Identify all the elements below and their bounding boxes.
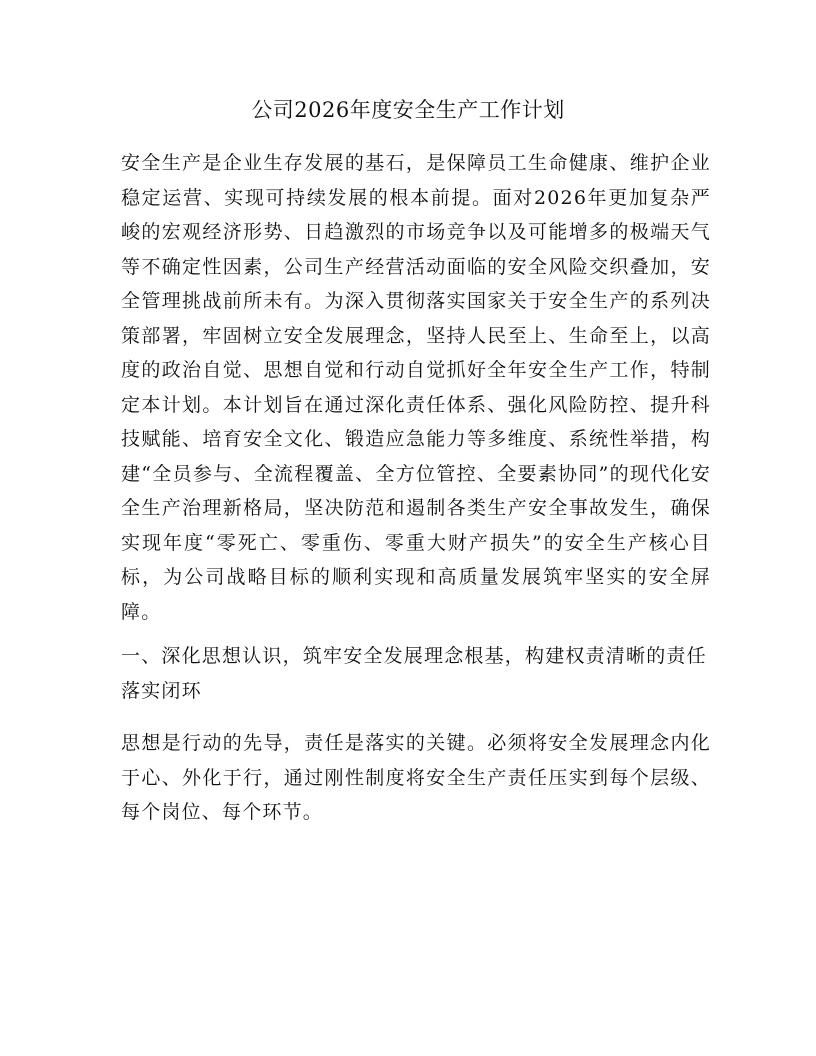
- section-1-paragraph: 思想是行动的先导，责任是落实的关键。必须将安全发展理念内化于心、外化于行，通过刚性制度将安全生产责任压实到每个层级、每个岗位、每个环节。: [121, 732, 711, 823]
- document-body: [121, 146, 711, 830]
- document-title: 公司2026年度安全生产工作计划: [251, 98, 565, 122]
- intro-paragraph: 安全生产是企业生存发展的基石，是保障员工生命健康、维护企业稳定运营、实现可持续发展的根本前提。面对2026年更加复杂严峻的宏观经济形势、日趋激烈的市场竞争以及可能增多的极端天气等不确定性因素，公司生产经营活动面临的安全风险交织叠加，安全管理挑战前所未有。为深入贯彻落实国家关于安全生产的系列决策部署，牢固树立安全发展理念，坚持人民至上、生命至上，以高度的政治自觉、思想自觉和行动自觉抓好全年安全生产工作，特制定本计划。本计划旨在通过深化责任体系、强化风险防控、提升科技赋能、培育安全文化、锻造应急能力等多维度、系统性举措，构建“全员参与、全流程覆盖、全方位管控、全要素协同”的现代化安全生产治理新格局，坚决防范和遏制各类生产安全事故发生，确保实现年度“零死亡、零重伤、零重大财产损失”的安全生产核心目标，为公司战略目标的顺利实现和高质量发展筑牢坚实的安全屏障。: [121, 152, 711, 623]
- section-1-heading: 一、深化思想认识，筑牢安全发展理念根基，构建权责清晰的责任落实闭环: [121, 645, 707, 702]
